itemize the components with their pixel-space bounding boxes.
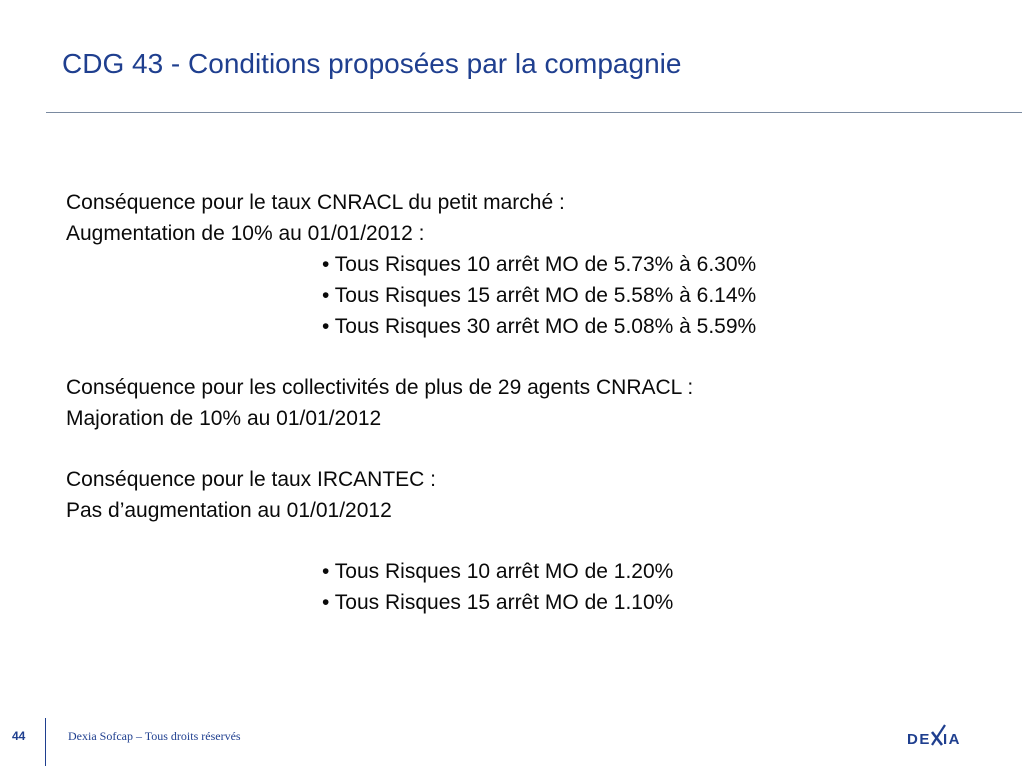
collectivites-heading: Conséquence pour les collectivités de plus de 29 agents CNRACL :	[66, 376, 694, 399]
svg-text:DE: DE	[907, 731, 931, 748]
list-item: • Tous Risques 10 arrêt MO de 5.73% à 6.30%	[322, 253, 757, 276]
list-item: • Tous Risques 30 arrêt MO de 5.08% à 5.59%	[322, 315, 757, 338]
dexia-logo-icon	[905, 720, 975, 750]
collectivites-subheading: Majoration de 10% au 01/01/2012	[66, 407, 382, 430]
cnracl-heading: Conséquence pour le taux CNRACL du petit marché :	[66, 191, 565, 214]
footer-divider	[45, 718, 46, 766]
list-item: • Tous Risques 15 arrêt MO de 1.10%	[322, 591, 674, 614]
svg-text:IA: IA	[943, 731, 961, 748]
copyright-text: Dexia Sofcap – Tous droits réservés	[68, 729, 241, 743]
list-item: • Tous Risques 15 arrêt MO de 5.58% à 6.14%	[322, 284, 757, 307]
page-number: 44	[12, 729, 26, 743]
slide-title: CDG 43 - Conditions proposées par la compagnie	[62, 48, 682, 79]
cnracl-subheading: Augmentation de 10% au 01/01/2012 :	[66, 222, 425, 245]
slide-footer	[0, 718, 1024, 768]
ircantec-subheading: Pas d’augmentation au 01/01/2012	[66, 499, 392, 522]
list-item: • Tous Risques 10 arrêt MO de 1.20%	[322, 560, 674, 583]
ircantec-heading: Conséquence pour le taux IRCANTEC :	[66, 468, 437, 491]
